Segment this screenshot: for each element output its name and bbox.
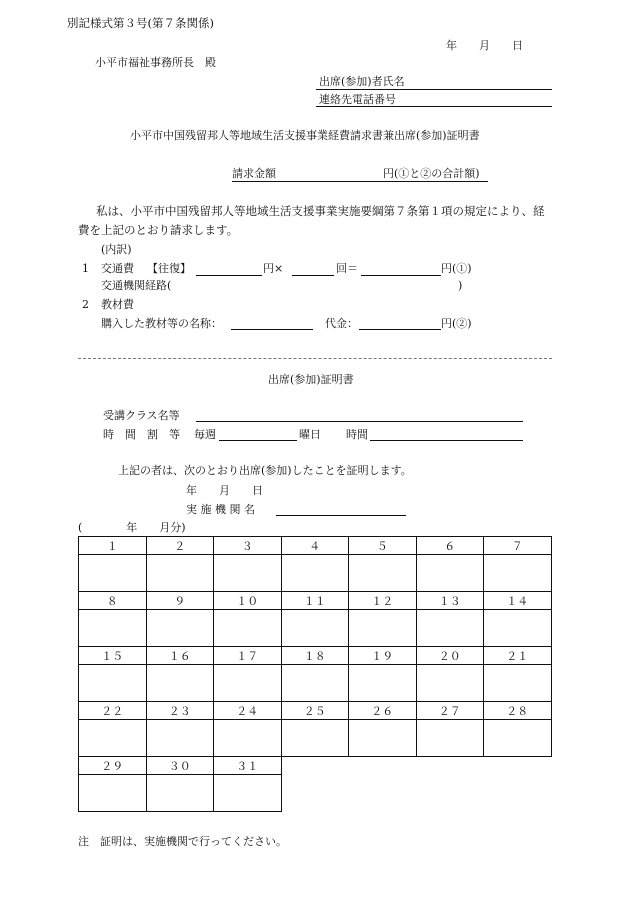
calendar-day-cell[interactable] (146, 775, 214, 812)
material-name-field[interactable] (231, 329, 313, 330)
calendar-day-cell[interactable] (484, 555, 552, 592)
certification-date: 年 月 日 (186, 484, 263, 497)
calendar-day-number: ７ (484, 537, 552, 555)
note: 注 証明は、実施機関で行ってください。 (78, 835, 287, 848)
item1-number: 1 (82, 262, 89, 275)
calendar-day-number: １７ (214, 647, 282, 665)
calendar-day-number: １ (79, 537, 147, 555)
calendar-blank (416, 775, 484, 812)
calendar-day-cell[interactable] (484, 720, 552, 757)
calendar-day-number: ２７ (416, 702, 484, 720)
time-field[interactable] (370, 440, 523, 441)
calendar-day-number: ４ (281, 537, 349, 555)
calendar-day-cell[interactable] (79, 665, 147, 702)
page-title: 小平市中国残留邦人等地域生活支援事業経費請求書兼出席(参加)証明書 (130, 129, 480, 142)
attendee-name-field[interactable] (316, 89, 552, 90)
calendar-day-cell[interactable] (281, 665, 349, 702)
route-label: 交通機関経路( (101, 279, 172, 292)
certificate-title: 出席(参加)証明書 (268, 373, 354, 386)
calendar-day-cell[interactable] (349, 665, 417, 702)
calendar-day-cell[interactable] (484, 665, 552, 702)
route-close: ) (458, 279, 463, 292)
calendar-day-number: １２ (349, 592, 417, 610)
calendar-day-number: １３ (416, 592, 484, 610)
month-label: ( 年 月分) (78, 521, 186, 534)
item2-yen: 円(②) (441, 317, 472, 330)
calendar-day-cell[interactable] (416, 610, 484, 647)
calendar-day-cell[interactable] (416, 555, 484, 592)
calendar-day-number: ２ (146, 537, 214, 555)
calendar-day-number: ２５ (281, 702, 349, 720)
calendar-blank (416, 757, 484, 775)
item1-yen-result: 円(①) (441, 262, 472, 275)
calendar-day-number: １１ (281, 592, 349, 610)
calendar-day-cell[interactable] (146, 555, 214, 592)
class-field[interactable] (196, 421, 523, 422)
calendar-day-number: ２４ (214, 702, 282, 720)
calendar-day-number: ２６ (349, 702, 417, 720)
calendar-blank (484, 775, 552, 812)
calendar-day-number: ９ (146, 592, 214, 610)
calendar-blank (349, 757, 417, 775)
calendar-day-number: １６ (146, 647, 214, 665)
calendar-day-number: ３１ (214, 757, 282, 775)
calendar-day-cell[interactable] (349, 555, 417, 592)
calendar-day-cell[interactable] (349, 610, 417, 647)
body-line-2: 費を上記のとおり請求します。 (78, 223, 239, 237)
calendar-day-cell[interactable] (146, 610, 214, 647)
addressee: 小平市福祉事務所長 殿 (95, 56, 216, 69)
calendar-day-cell[interactable] (79, 720, 147, 757)
calendar-day-cell[interactable] (79, 775, 147, 812)
calendar-day-number: ２１ (484, 647, 552, 665)
attendance-calendar (78, 536, 552, 812)
weekday-label: 曜日 (299, 428, 321, 441)
schedule-label: 時 間 割 等 (103, 428, 180, 441)
phone-field[interactable] (316, 106, 552, 107)
item1-times-equals: 回＝ (336, 262, 358, 275)
calendar-day-number: ８ (79, 592, 147, 610)
certification-statement: 上記の者は、次のとおり出席(参加)したことを証明します。 (118, 464, 412, 477)
calendar-day-number: １０ (214, 592, 282, 610)
calendar-day-cell[interactable] (281, 720, 349, 757)
price-field[interactable] (359, 329, 441, 330)
calendar-day-number: ２３ (146, 702, 214, 720)
calendar-day-number: １４ (484, 592, 552, 610)
calendar-day-number: １９ (349, 647, 417, 665)
cut-line (78, 358, 552, 359)
calendar-day-cell[interactable] (79, 555, 147, 592)
item1-yen-times: 円× (263, 262, 284, 275)
calendar-day-number: ３０ (146, 757, 214, 775)
calendar-day-number: ２２ (79, 702, 147, 720)
item1-round-trip: 【往復】 (147, 262, 191, 275)
item1-name: 交通費 (101, 262, 134, 275)
item1-count-field[interactable] (292, 275, 334, 276)
calendar-day-number: ６ (416, 537, 484, 555)
form-number: 別記様式第３号(第７条関係) (67, 16, 214, 30)
claim-label: 請求金額 (232, 167, 276, 180)
claim-suffix: 円(①と②の合計額) (383, 167, 480, 180)
breakdown-label: (内訳) (101, 243, 132, 256)
class-label: 受講クラス名等 (103, 409, 180, 422)
calendar-blank (281, 757, 349, 775)
weekday-field[interactable] (219, 440, 297, 441)
calendar-day-cell[interactable] (484, 610, 552, 647)
calendar-day-cell[interactable] (214, 665, 282, 702)
header-date: 年 月 日 (446, 39, 523, 52)
calendar-day-number: １８ (281, 647, 349, 665)
calendar-day-cell[interactable] (214, 555, 282, 592)
institution-label: 実 施 機 関 名 (186, 503, 255, 516)
calendar-day-number: ３ (214, 537, 282, 555)
calendar-day-number: １５ (79, 647, 147, 665)
body-line-1: 私は、小平市中国残留邦人等地域生活支援事業実施要綱第７条第１項の規定により、経 (96, 204, 545, 218)
calendar-day-cell[interactable] (416, 665, 484, 702)
calendar-day-cell[interactable] (79, 610, 147, 647)
time-label: 時間 (346, 428, 368, 441)
calendar-day-cell[interactable] (349, 720, 417, 757)
item1-fare-field[interactable] (196, 275, 262, 276)
institution-field[interactable] (276, 515, 406, 516)
calendar-day-cell[interactable] (214, 720, 282, 757)
phone-label: 連絡先電話番号 (319, 93, 396, 106)
calendar-day-cell[interactable] (281, 555, 349, 592)
calendar-day-cell[interactable] (214, 775, 282, 812)
price-label: 代金： (325, 317, 358, 330)
calendar-day-number: ２０ (416, 647, 484, 665)
calendar-day-number: ５ (349, 537, 417, 555)
item2-name: 教材費 (101, 298, 134, 311)
weekly-label: 毎週 (194, 428, 216, 441)
claim-amount-field[interactable] (232, 181, 488, 182)
calendar-blank (484, 757, 552, 775)
item2-number: 2 (82, 298, 89, 311)
calendar-day-number: ２８ (484, 702, 552, 720)
calendar-day-cell[interactable] (416, 720, 484, 757)
calendar-day-number: ２９ (79, 757, 147, 775)
calendar-day-cell[interactable] (146, 665, 214, 702)
attendee-name-label: 出席(参加)者氏名 (319, 75, 405, 88)
calendar-blank (349, 775, 417, 812)
calendar-blank (281, 775, 349, 812)
calendar-day-cell[interactable] (146, 720, 214, 757)
item1-total-field[interactable] (361, 275, 441, 276)
calendar-day-cell[interactable] (281, 610, 349, 647)
calendar-day-cell[interactable] (214, 610, 282, 647)
material-label: 購入した教材等の名称： (101, 317, 222, 330)
